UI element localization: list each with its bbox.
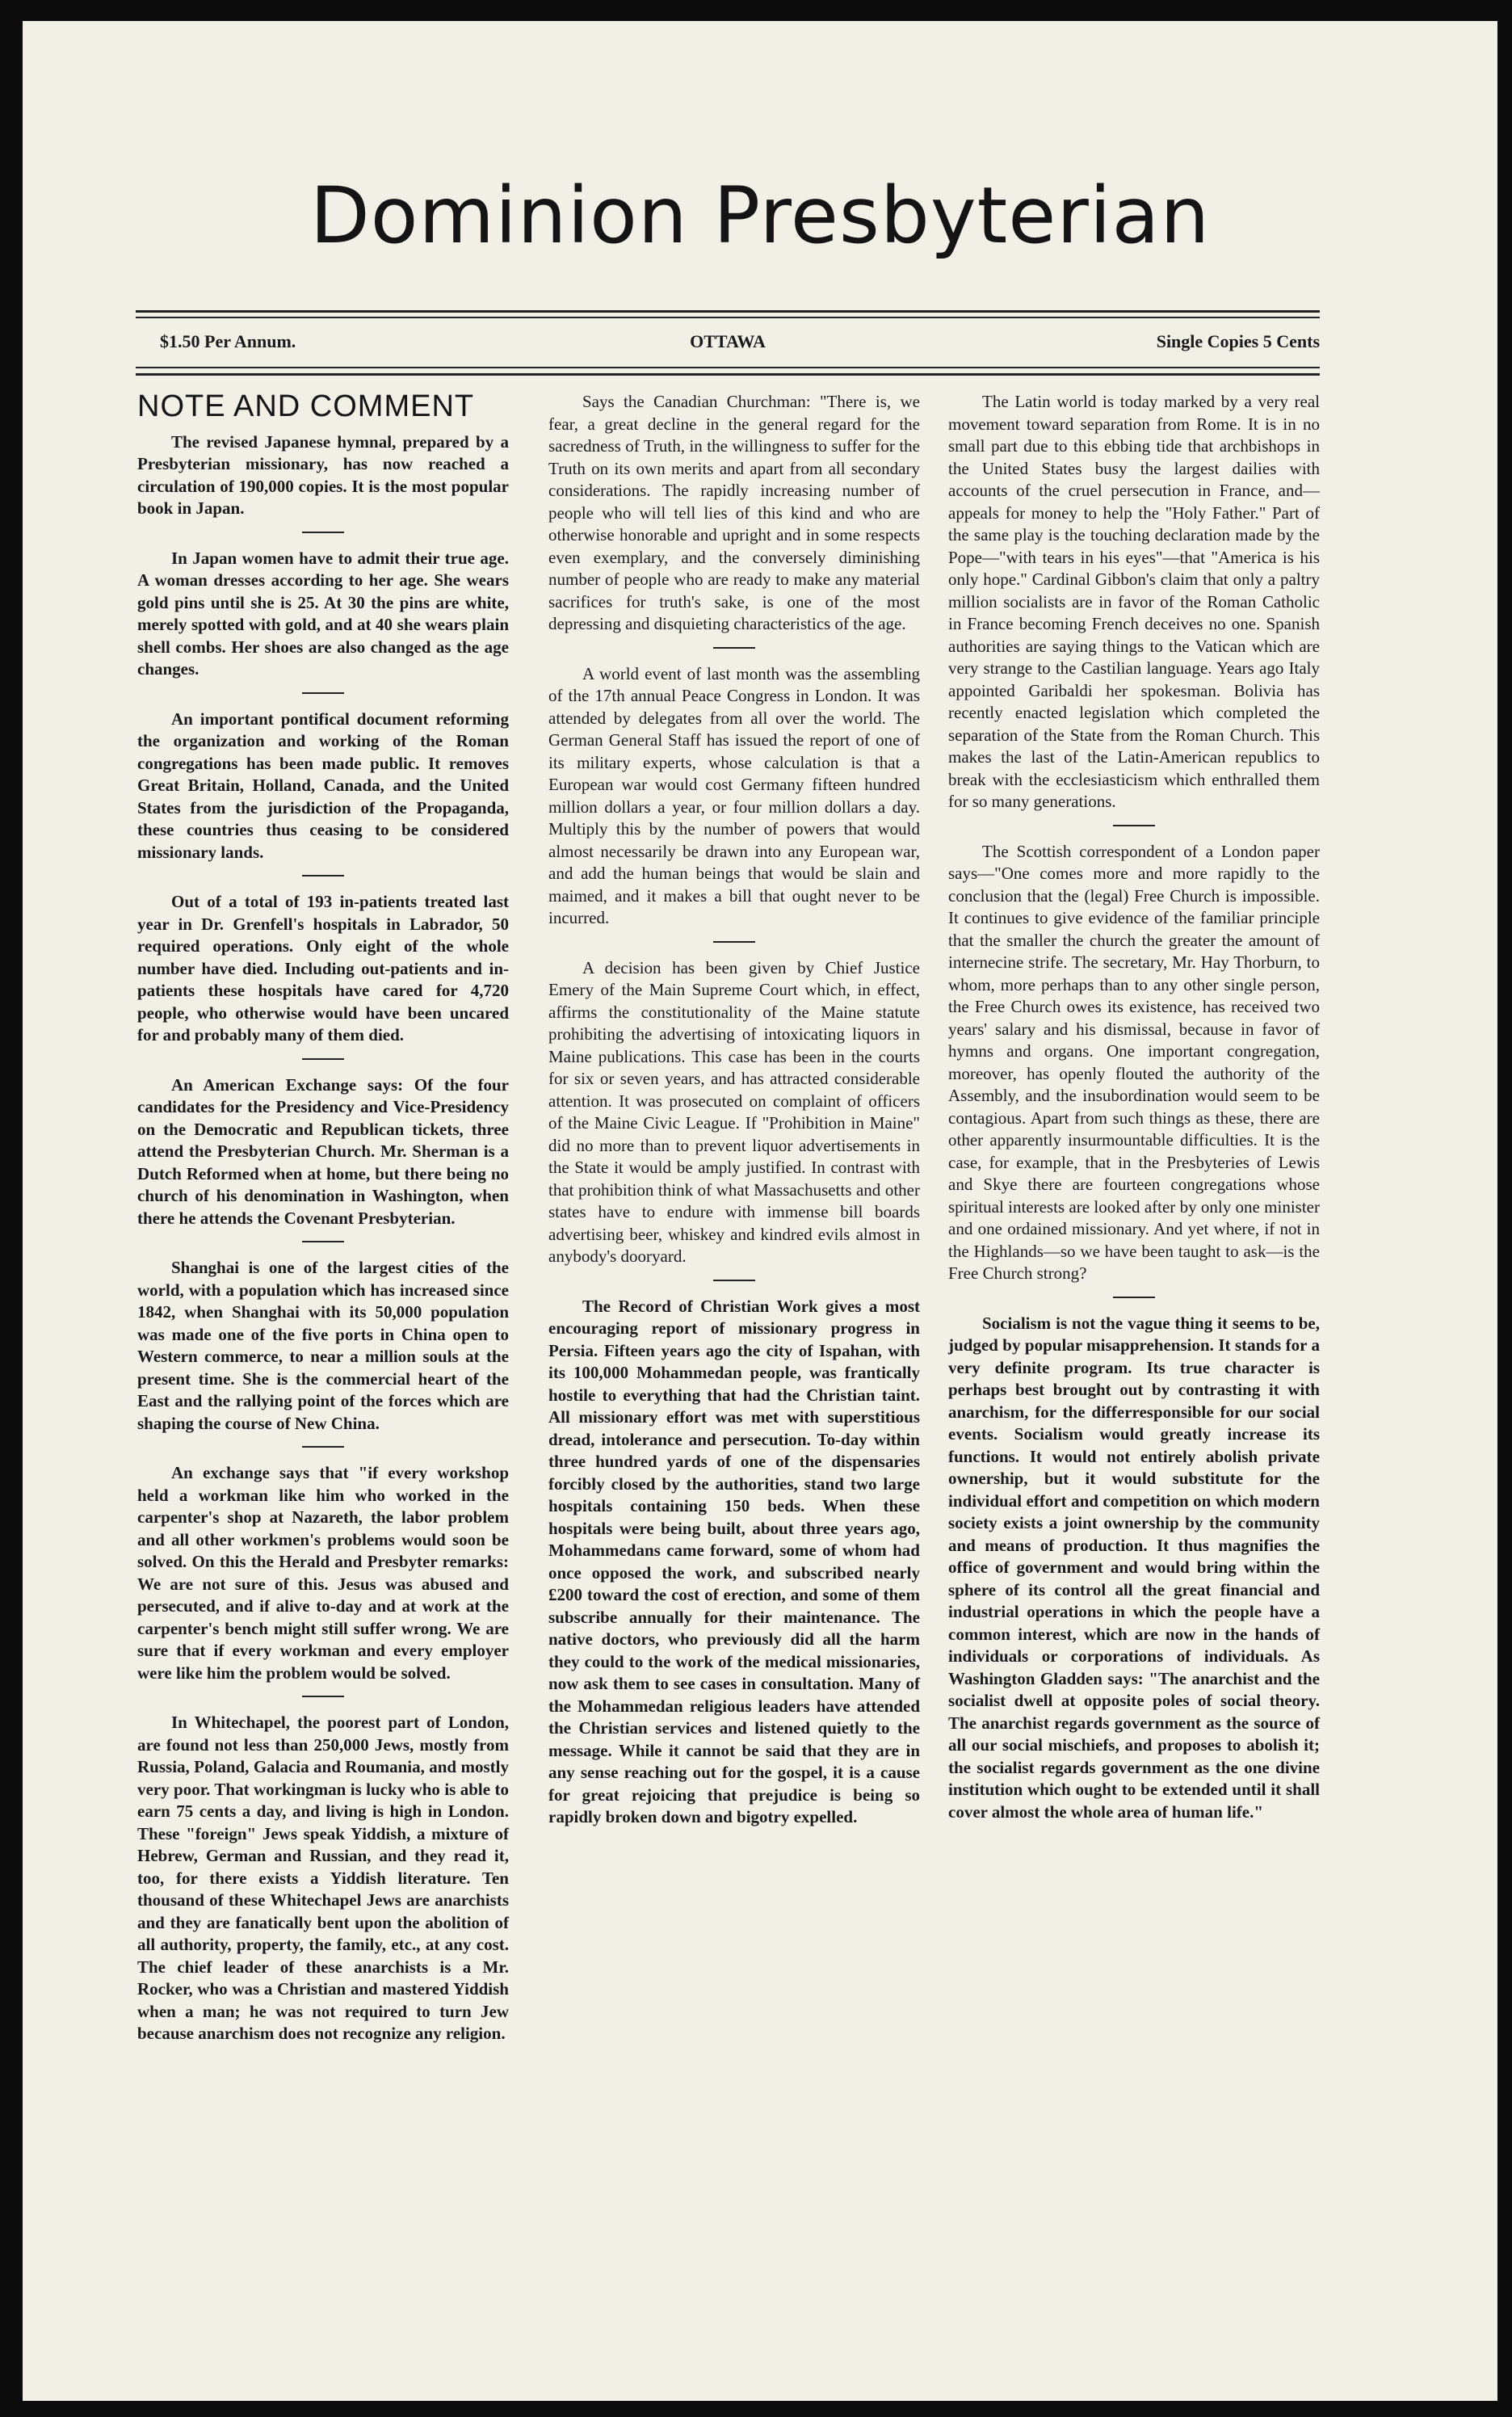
article-separator: [302, 1241, 344, 1242]
article-paragraph: The Latin world is today marked by a very real movement toward separation from Rome. It is in no small part due to this ebbing tide that archbishops in the United States busy the largest dailies with accounts of the cruel persecution in France, and—appeals for money to help the "Holy Father." Part of the same play is the touching declaration made by the Pope—"with tears in his eyes"—that "America is his only hope." Cardinal Gibbon's claim that only a paltry million socialists are in favor of the Roman Catholic in France becoming French deceives no one. Spanish authorities are saying things to the Vatican which are very strange to the Castilian language. Years ago Italy appointed Garibaldi her spokesman. Bolivia has recently enacted legislation which completed the separation of the State from the Roman Church. This makes the last of the Latin-American republics to break with the ecclesiasticism which enthralled them for so many generations.: [948, 392, 1320, 811]
masthead-rule-bottom-thin: [136, 367, 1320, 368]
article-separator: [713, 941, 755, 943]
masthead-title: Dominion Presbyterian: [309, 170, 1211, 261]
publication-place: OTTAWA: [690, 331, 766, 351]
article-separator: [1113, 1297, 1155, 1298]
newspaper-page: [23, 21, 1497, 2401]
subscription-price: $1.50 Per Annum.: [160, 331, 296, 351]
article-separator: [302, 1696, 344, 1697]
article-paragraph: In Japan women have to admit their true age. A woman dresses according to her age. She wears gold pins until she is 25. At 30 the pins are white, merely spotted with gold, and at 40 she wears plain shell combs. Her shoes are also changed as the age changes.: [137, 548, 509, 679]
masthead-info-bar: [136, 326, 1320, 359]
single-copy-price: Single Copies 5 Cents: [1156, 331, 1320, 351]
article-separator: [302, 1058, 344, 1060]
article-paragraph: A world event of last month was the assembling of the 17th annual Peace Congress in London. It was attended by delegates from all over the world. The German General Staff has issued the report of one of its military experts, whose calculation is that a European war would cost Germany fifteen hundred million dollars a year, or four million dollars a day. Multiply this by the number of powers that would almost necessarily be drawn into any European war, and add the human beings that would be slain and maimed, and it makes a bill that ought never to be incurred.: [548, 663, 920, 927]
article-paragraph: Socialism is not the vague thing it seems to be, judged by popular misapprehension. It stands for a very definite program. Its true character is perhaps best brought out by contrasting it with anarchism, for the differresponsible for our social events. Socialism would greatly increase its functions. It would not entirely abolish private ownership, but it would substitute for the individual effort and competition on which modern society exists a joint ownership by the community and means of production. It thus magnifies the office of government and would bring within the sphere of its control all the great financial and industrial operations in which the people have a common interest, which are now in the hands of individuals or corporations of individuals. As Washington Gladden says: "The anarchist and the socialist dwell at opposite poles of social theory. The anarchist regards government as the source of all our social mischiefs, and proposes to abolish it; the socialist regards government as the one divine institution which ought to be extended until it shall cover almost the whole area of human life.": [948, 1313, 1320, 1822]
article-paragraph: The revised Japanese hymnal, prepared by a Presbyterian missionary, has now reached a circulation of 190,000 copies. It is the most popular book in Japan.: [137, 431, 509, 518]
column-2: [548, 391, 920, 1829]
article-paragraph: The Record of Christian Work gives a most encouraging report of missionary progress in Persia. Fifteen years ago the city of Ispahan, with its 100,000 Mohammedan people, was frantically hostile to everything that had the Christian taint. All missionary effort was met with superstitious dread, intolerance and persecution. To-day within three hundred yards of one of the dispensaries forcibly closed by the authorities, stand two large hospitals containing 150 beds. When these hospitals were being built, about three years ago, Mohammedans came forward, some of whom had once opposed the work, and subscribed nearly £200 toward the cost of erection, and some of them subscribe annually for their maintenance. The native doctors, who previously did all the harm they could to the work of the medical missionaries, now ask them to see cases in consultation. Many of the Mohammedan religious leaders have attended the Christian services and listened quietly to the message. While it cannot be said that they are in any sense reaching out for the gospel, it is a cause for great rejoicing that prejudice is being so rapidly broken down and bigotry expelled.: [548, 1296, 920, 1826]
article-separator: [302, 532, 344, 533]
column-3: [948, 391, 1320, 1823]
masthead-rule-top-thin: [136, 317, 1320, 318]
article-separator: [713, 647, 755, 649]
masthead-rule-bottom: [136, 373, 1320, 376]
article-separator: [302, 875, 344, 876]
article-paragraph: In Whitechapel, the poorest part of London, are found not less than 250,000 Jews, mostly from Russia, Poland, Galacia and Roumania, and mostly very poor. That workingman is lucky who is able to earn 75 cents a day, and living is high in London. These "foreign" Jews speak Yiddish, a mixture of Hebrew, German and Russian, and they read it, too, for there exists a Yiddish literature. Ten thousand of these Whitechapel Jews are anarchists and they are fanatically bent upon the abolition of all authority, property, the family, etc., at any cost. The chief leader of these anarchists is a Mr. Rocker, who was a Christian and mastered Yiddish when a man; he was not required to turn Jew because anarchism does not recognize any religion.: [137, 1713, 509, 2043]
article-separator: [713, 1280, 755, 1281]
article-paragraph: An American Exchange says: Of the four candidates for the Presidency and Vice-Presidency on the Democratic and Republican tickets, three attend the Presbyterian Church. Mr. Sherman is a Dutch Reformed when at home, but there being no church of his denomination in Washington, when there he attends the Covenant Presbyterian.: [137, 1074, 509, 1228]
article-paragraph: An exchange says that "if every workshop held a workman like him who worked in the carpenter's shop at Nazareth, the labor problem and all other workmen's problems would soon be solved. On this the Herald and Presbyter remarks: We are not sure of this. Jesus was abused and persecuted, and if alive to-day and at work at the carpenter's bench might still suffer wrong. We are sure that if every workman and every employer were like him the problem would be solved.: [137, 1463, 509, 1683]
column-1: [137, 391, 509, 2045]
section-heading: NOTE AND COMMENT: [137, 389, 475, 423]
article-paragraph: Shanghai is one of the largest cities of the world, with a population which has increased since 1842, when Shanghai with its 50,000 population was made one of the five ports in China open to Western commerce, to near a million souls at the present time. She is the commercial heart of the East and the rallying point of the forces which are shaping the course of New China.: [137, 1258, 509, 1433]
article-separator: [302, 1446, 344, 1448]
article-paragraph: An important pontifical document reforming the organization and working of the Roman congregations has been made public. It removes Great Britain, Holland, Canada, and the United States from the jurisdiction of the Propaganda, these countries thus ceasing to be considered missionary lands.: [137, 708, 509, 862]
masthead-rule-top: [136, 310, 1320, 313]
article-paragraph: A decision has been given by Chief Justice Emery of the Main Supreme Court which, in effect, affirms the constitutionality of the Maine statute prohibiting the advertising of intoxicating liquors in Maine publications. This case has been in the courts for six or seven years, and has attracted considerable attention. It was prosecuted on complaint of officers of the Maine Civic League. If "Prohibition in Maine" did no more than to prevent liquor advertisements in the State it would be amply justified. In contrast with that prohibition think of what Massachusetts and other states have to endure with immense bill boards advertising beer, whiskey and kindred evils almost in anybody's dooryard.: [548, 957, 920, 1266]
article-paragraph: Says the Canadian Churchman: "There is, we fear, a great decline in the general regard for the sacredness of Truth, in the willingness to suffer for the Truth on its own merits and apart from all secondary considerations. The rapidly increasing number of people who will tell lies of this kind and who are otherwise honorable and upright and in some respects even exemplary, and the conversely diminishing number of people who are ready to make any material sacrifices for truth's sake, is one of the most depressing and disquieting characteristics of the age.: [548, 392, 920, 633]
article-paragraph: Out of a total of 193 in-patients treated last year in Dr. Grenfell's hospitals in Labrador, 50 required operations. Only eight of the whole number have died. Including out-patients and in-patients these hospitals have cared for 4,720 people, who otherwise would have been uncared for and probably many of them died.: [137, 892, 509, 1045]
article-separator: [1113, 825, 1155, 826]
article-paragraph: The Scottish correspondent of a London paper says—"One comes more and more rapidly to the conclusion that the (legal) Free Church is impossible. It continues to give evidence of the familiar principle that the smaller the church the greater the amount of internecine strife. The secretary, Mr. Hay Thorburn, to whom, more perhaps than to any other single person, the Free Church owes its existence, has received two years' salary and his dismissal, because in favor of hymns and organs. One important congregation, moreover, has openly flouted the authority of the Assembly, and the insubordination would seem to be contagious. Apart from such things as these, there are other apparently insurmountable difficulties. It is the case, for example, that in the Presbyteries of Lewis and Skye there are fourteen congregations whose spiritual interests are looked after by only one minister and one ordained missionary. And yet where, if not in the Highlands—so we have been taught to ask—is the Free Church strong?: [948, 841, 1320, 1283]
article-separator: [302, 692, 344, 694]
